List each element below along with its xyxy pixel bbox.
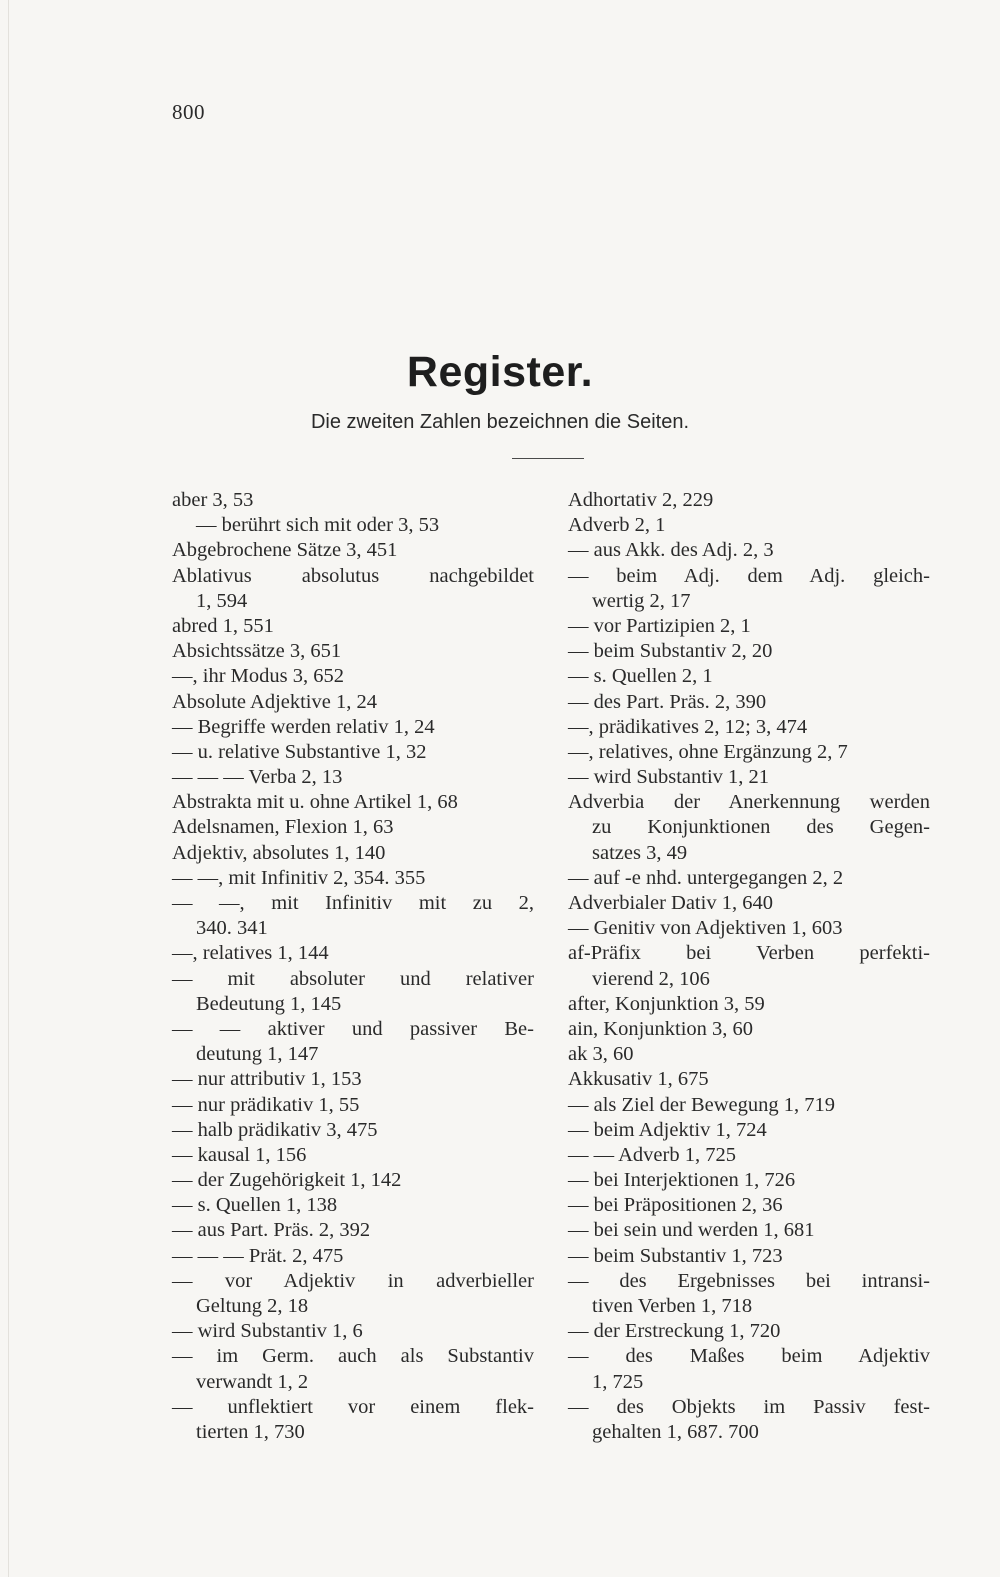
register-entry: Abgebrochene Sätze 3, 451 — [172, 539, 398, 562]
register-entry-continuation: Bedeutung 1, 145 — [196, 992, 342, 1015]
page-number: 800 — [172, 100, 205, 124]
register-entry: — wird Substantiv 1, 21 — [568, 766, 770, 789]
register-entry: abred 1, 551 — [172, 614, 274, 637]
register-entry: — —, mit Infinitiv mit zu 2, — [172, 892, 534, 914]
register-entry: — des Part. Präs. 2, 390 — [568, 690, 767, 713]
register-entry: after, Konjunktion 3, 59 — [568, 992, 765, 1015]
register-entry: — auf -e nhd. untergegangen 2, 2 — [568, 866, 844, 889]
title-divider — [512, 458, 584, 459]
register-entry-continuation: Geltung 2, 18 — [196, 1295, 309, 1317]
register-entry-continuation: vierend 2, 106 — [592, 967, 710, 990]
register-entry: — Genitiv von Adjektiven 1, 603 — [568, 917, 843, 940]
register-entry: Adjektiv, absolutes 1, 140 — [172, 841, 386, 864]
register-entry: —, ihr Modus 3, 652 — [172, 665, 344, 688]
register-entry: — wird Substantiv 1, 6 — [172, 1320, 363, 1343]
register-entry: — halb prädikativ 3, 475 — [172, 1118, 378, 1141]
register-entry: Abstrakta mit u. ohne Artikel 1, 68 — [172, 791, 458, 814]
register-entry-continuation: 1, 725 — [592, 1370, 644, 1393]
register-entry: — s. Quellen 1, 138 — [172, 1194, 338, 1217]
register-entry: ak 3, 60 — [568, 1043, 634, 1066]
register-entry: Adelsnamen, Flexion 1, 63 — [172, 816, 394, 839]
register-entry-continuation: satzes 3, 49 — [592, 841, 688, 864]
register-entry: —, relatives, ohne Ergänzung 2, 7 — [568, 740, 848, 763]
register-entry: — — — Prät. 2, 475 — [172, 1244, 344, 1267]
register-entry-continuation: 340. 341 — [196, 917, 268, 940]
register-entry: — beim Adj. dem Adj. gleich- — [568, 564, 930, 587]
register-entry: Adverb 2, 1 — [568, 514, 666, 537]
register-left-column — [172, 488, 534, 1445]
register-entry: — im Germ. auch als Substantiv — [172, 1345, 534, 1368]
register-entry-continuation: gehalten 1, 687. 700 — [592, 1420, 759, 1443]
register-entry: — beim Substantiv 2, 20 — [568, 640, 773, 663]
register-entry: — —, mit Infinitiv 2, 354. 355 — [172, 866, 426, 889]
register-entry-continuation: verwandt 1, 2 — [196, 1370, 309, 1393]
register-entry: — s. Quellen 2, 1 — [568, 665, 713, 688]
register-entry-continuation: tiven Verben 1, 718 — [592, 1295, 753, 1317]
register-entry: — unflektiert vor einem flek- — [172, 1395, 534, 1418]
register-entry-continuation: wertig 2, 17 — [592, 589, 691, 612]
register-entry: — bei Interjektionen 1, 726 — [568, 1169, 796, 1192]
register-entry: —, relatives 1, 144 — [172, 942, 329, 965]
register-entry: Ablativus absolutus nachgebildet — [172, 564, 534, 587]
register-entry: —, prädikatives 2, 12; 3, 474 — [568, 715, 808, 738]
register-entry: — des Objekts im Passiv fest- — [568, 1395, 930, 1418]
register-entry: — — Adverb 1, 725 — [568, 1143, 736, 1166]
register-entry: — vor Adjektiv in adverbieller — [172, 1269, 534, 1292]
register-entry: — nur attributiv 1, 153 — [172, 1068, 362, 1091]
register-entry: Adverbialer Dativ 1, 640 — [568, 892, 773, 914]
page-title: Register. — [406, 348, 594, 396]
register-entry: — des Ergebnisses bei intransi- — [568, 1269, 930, 1292]
register-right-column — [568, 488, 930, 1445]
register-entry: — vor Partizipien 2, 1 — [568, 614, 751, 637]
register-entry: — der Erstreckung 1, 720 — [568, 1320, 781, 1343]
register-entry: — bei Präpositionen 2, 36 — [568, 1194, 783, 1217]
register-entry: — als Ziel der Bewegung 1, 719 — [568, 1093, 836, 1116]
register-entry: — der Zugehörigkeit 1, 142 — [172, 1169, 402, 1192]
register-entry: — aus Akk. des Adj. 2, 3 — [568, 539, 774, 562]
register-entry: Absolute Adjektive 1, 24 — [172, 690, 377, 713]
register-entry: — — — Verba 2, 13 — [172, 766, 343, 789]
register-entry: Adverbia der Anerkennung werden — [568, 791, 930, 814]
page-edge-line — [8, 0, 9, 1577]
register-entry: Akkusativ 1, 675 — [568, 1068, 709, 1091]
register-entry: — beim Adjektiv 1, 724 — [568, 1118, 767, 1141]
register-entry: — beim Substantiv 1, 723 — [568, 1244, 783, 1267]
register-entry: — mit absoluter und relativer — [172, 967, 534, 990]
register-entry-continuation: tierten 1, 730 — [196, 1420, 305, 1443]
register-entry-continuation: zu Konjunktionen des Gegen- — [592, 816, 930, 839]
register-entry: — des Maßes beim Adjektiv — [568, 1345, 930, 1368]
register-entry: — u. relative Substantive 1, 32 — [172, 740, 427, 763]
register-entry: — aus Part. Präs. 2, 392 — [172, 1219, 371, 1242]
register-entry: — — aktiver und passiver Be- — [172, 1017, 534, 1040]
register-entry: Absichtssätze 3, 651 — [172, 640, 342, 663]
register-entry: — nur prädikativ 1, 55 — [172, 1093, 360, 1116]
register-entry: — kausal 1, 156 — [172, 1143, 307, 1166]
page-subtitle: Die zweiten Zahlen bezeichnen die Seiten. — [310, 411, 690, 433]
register-entry: — berührt sich mit oder 3, 53 — [196, 514, 440, 537]
register-entry-continuation: 1, 594 — [196, 589, 248, 612]
register-entry: ain, Konjunktion 3, 60 — [568, 1017, 754, 1040]
register-entry: — bei sein und werden 1, 681 — [568, 1219, 815, 1242]
register-entry: aber 3, 53 — [172, 489, 254, 511]
register-entry: — Begriffe werden relativ 1, 24 — [172, 715, 435, 738]
register-entry: Adhortativ 2, 229 — [568, 489, 714, 511]
register-entry-continuation: deutung 1, 147 — [196, 1043, 319, 1066]
register-entry: af-Präfix bei Verben perfekti- — [568, 942, 930, 965]
